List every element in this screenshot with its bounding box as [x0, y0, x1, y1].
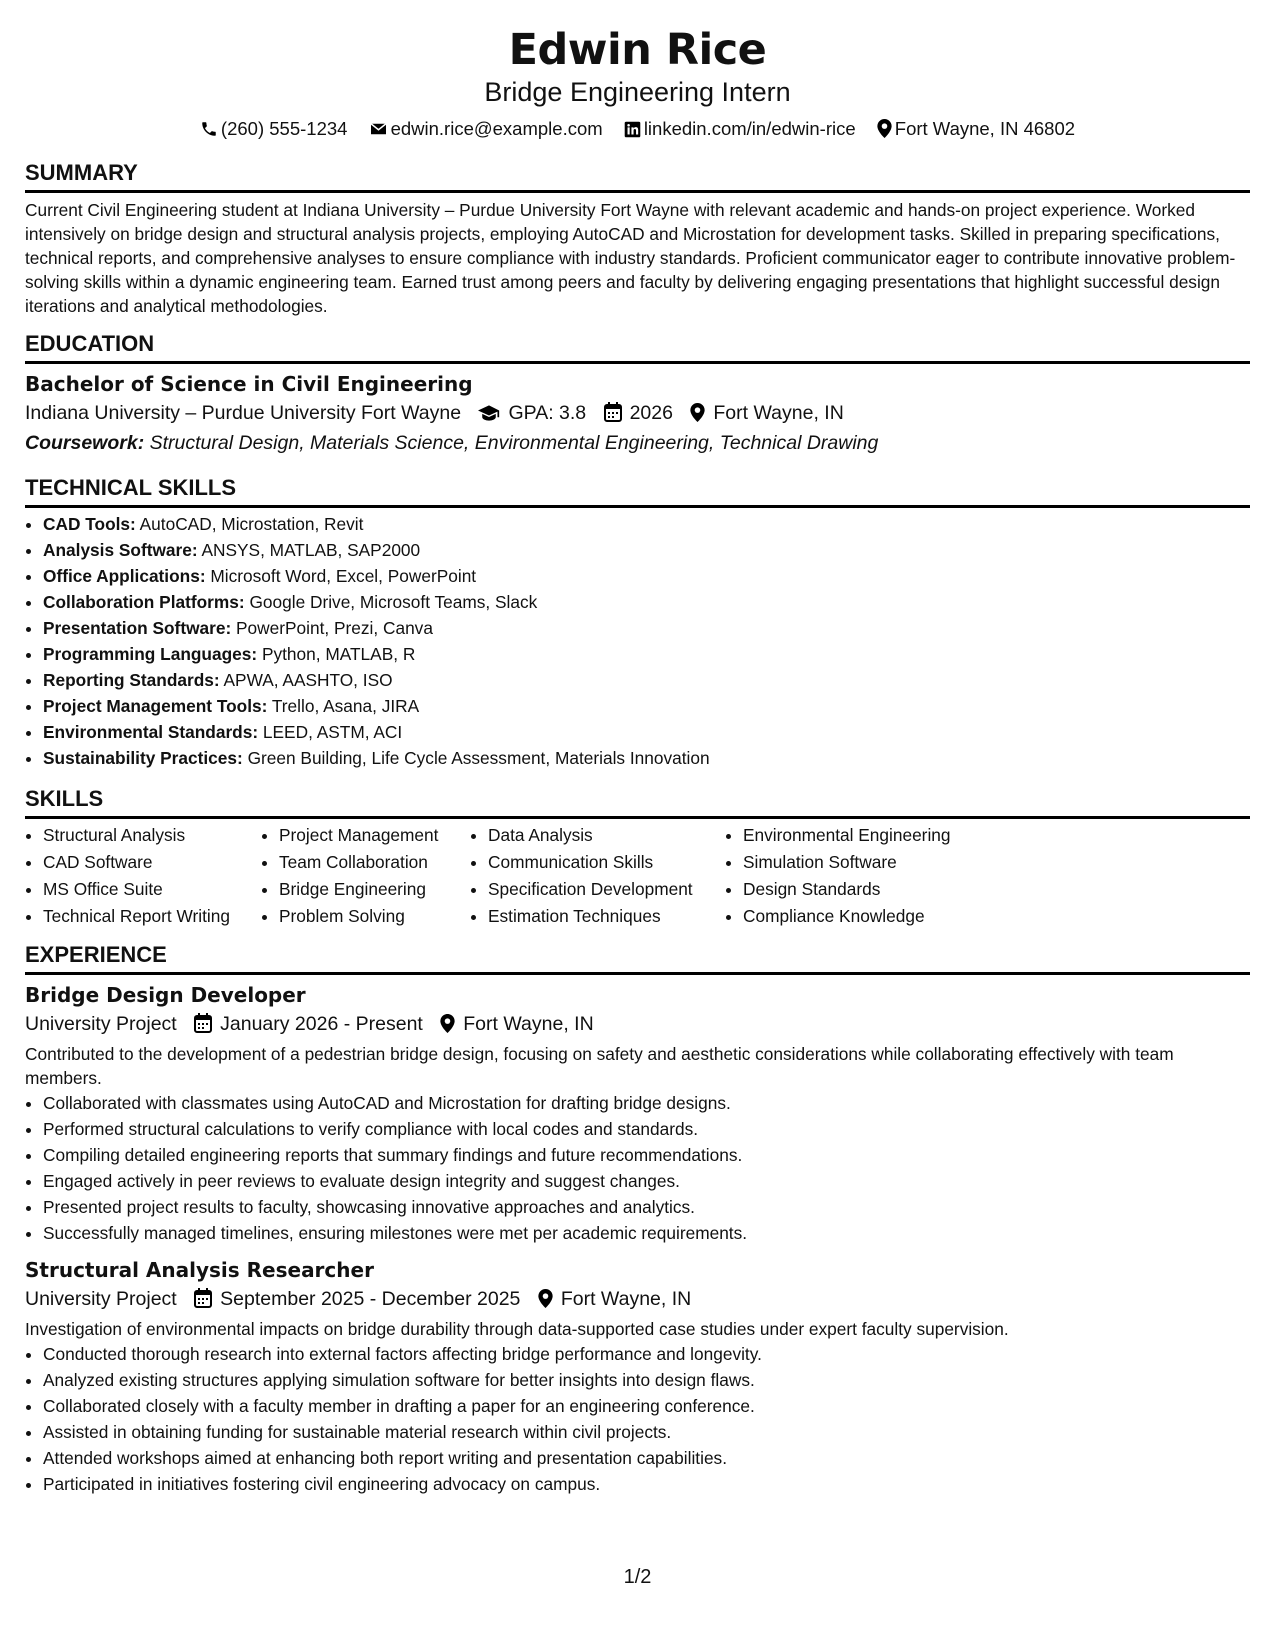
list-item: • Compliance Knowledge [743, 903, 1043, 930]
graduation-year: 2026 [629, 402, 673, 424]
experience-heading: EXPERIENCE [25, 942, 1250, 975]
skill-value: Google Drive, Microsoft Teams, Slack [249, 592, 538, 612]
candidate-title: Bridge Engineering Intern [484, 77, 791, 107]
technical-skills-list [25, 511, 1250, 771]
list-item: • Estimation Techniques [488, 903, 725, 930]
list-item: • Performed structural calculations to verify compliance with local codes and standards. [43, 1116, 1250, 1142]
linkedin-text: linkedin.com/in/edwin-rice [643, 118, 856, 139]
job-description: Contributed to the development of a pedestrian bridge design, focusing on safety and aesthetic considerations while collaborating effectively with team members. [25, 1044, 1174, 1088]
calendar-icon [194, 1288, 212, 1308]
job-dates: January 2026 - Present [220, 1013, 423, 1035]
skill-label: CAD Tools: [43, 514, 136, 534]
list-item: • Project Management [279, 822, 470, 849]
skill-label: Reporting Standards: [43, 670, 220, 690]
list-item [43, 693, 1250, 719]
skill-value: APWA, AASHTO, ISO [223, 670, 393, 690]
summary-text: Current Civil Engineering student at Indiana University – Purdue University Fort Wayne with relevant academic and hands-on project experience. Worked intensively on bridge design and structural analysis projects, employing AutoCAD and Microstation for development tasks. Skilled in preparing specifications, technical reports, and comprehensive analyses to ensure compliance with industry standards. Proficient communicator eager to contribute innovative problem-solving skills within a dynamic engineering team. Earned trust among peers and faculty by delivering engaging presentations that highlight successful design iterations and analytical methodologies. [25, 200, 1236, 316]
contact-phone[interactable] [200, 116, 348, 142]
skill-value: Green Building, Life Cycle Assessment, Materials Innovation [247, 748, 710, 768]
job-meta [25, 1284, 1250, 1314]
job-description: Investigation of environmental impacts on bridge durability through data-supported case studies under expert faculty supervision. [25, 1319, 1009, 1339]
degree-title: Bachelor of Science in Civil Engineering [25, 372, 473, 396]
map-pin-icon [538, 1289, 553, 1308]
skill-label: Programming Languages: [43, 644, 258, 664]
list-item: • Bridge Engineering [279, 876, 470, 903]
email-text: edwin.rice@example.com [390, 118, 603, 139]
page-number: 1/2 [623, 1566, 652, 1588]
skills-column-4 [725, 822, 1043, 930]
skill-label: Collaboration Platforms: [43, 592, 245, 612]
education-location: Fort Wayne, IN [713, 402, 844, 424]
contact-location [877, 116, 1075, 142]
job-org: University Project [25, 1288, 177, 1310]
summary-section [25, 160, 1250, 318]
list-item: • Problem Solving [279, 903, 470, 930]
skill-value: ANSYS, MATLAB, SAP2000 [201, 540, 421, 560]
skill-label: Sustainability Practices: [43, 748, 243, 768]
list-item: • Simulation Software [743, 849, 1043, 876]
list-item: • Assisted in obtaining funding for sustainable material research within civil projects. [43, 1419, 1250, 1445]
resume-page [25, 0, 1250, 1494]
list-item [43, 563, 1250, 589]
phone-text: (260) 555-1234 [220, 118, 348, 139]
map-pin-icon [877, 119, 892, 138]
coursework-text: Structural Design, Materials Science, Environmental Engineering, Technical Drawing [149, 432, 879, 454]
skill-value: Microsoft Word, Excel, PowerPoint [210, 566, 477, 586]
skill-label: Environmental Standards: [43, 722, 259, 742]
job-dates: September 2025 - December 2025 [220, 1288, 521, 1310]
school-name: Indiana University – Purdue University Fort Wayne [25, 402, 462, 424]
job-location: Fort Wayne, IN [560, 1288, 692, 1310]
list-item: • Attended workshops aimed at enhancing both report writing and presentation capabilities. [43, 1445, 1250, 1471]
list-item: • Environmental Engineering [743, 822, 1043, 849]
education-meta [25, 398, 1250, 428]
list-item: • Design Standards [743, 876, 1043, 903]
list-item [43, 641, 1250, 667]
skill-label: Project Management Tools: [43, 696, 268, 716]
technical-skills-section [25, 475, 1250, 771]
list-item: • Team Collaboration [279, 849, 470, 876]
skill-label: Analysis Software: [43, 540, 198, 560]
skill-label: Office Applications: [43, 566, 206, 586]
list-item: • Successfully managed timelines, ensuring milestones were met per academic requirements. [43, 1220, 1250, 1246]
list-item [43, 719, 1250, 745]
list-item [43, 589, 1250, 615]
list-item: • Engaged actively in peer reviews to evaluate design integrity and suggest changes. [43, 1168, 1250, 1194]
map-pin-icon [690, 403, 705, 422]
job-bullets [25, 1090, 1250, 1246]
summary-heading: SUMMARY [25, 160, 1250, 193]
skills-column-1 [25, 822, 261, 930]
phone-icon [200, 120, 218, 138]
skills-grid [25, 822, 1250, 930]
list-item: • Data Analysis [488, 822, 725, 849]
job-role: Bridge Design Developer [25, 983, 306, 1007]
candidate-name: Edwin Rice [508, 25, 767, 75]
skill-value: LEED, ASTM, ACI [262, 722, 403, 742]
calendar-icon [604, 402, 622, 422]
list-item [43, 537, 1250, 563]
list-item: • Presented project results to faculty, showcasing innovative approaches and analytics. [43, 1194, 1250, 1220]
list-item [43, 615, 1250, 641]
list-item: • Collaborated closely with a faculty member in drafting a paper for an engineering conference. [43, 1393, 1250, 1419]
education-heading: EDUCATION [25, 331, 1250, 364]
list-item [43, 667, 1250, 693]
list-item: • CAD Software [43, 849, 261, 876]
job-role: Structural Analysis Researcher [25, 1258, 374, 1282]
coursework-line [25, 428, 1250, 458]
list-item: • Communication Skills [488, 849, 725, 876]
list-item: • Collaborated with classmates using AutoCAD and Microstation for drafting bridge designs. [43, 1090, 1250, 1116]
contact-linkedin[interactable] [624, 116, 856, 142]
list-item: • Participated in initiatives fostering civil engineering advocacy on campus. [43, 1471, 1250, 1497]
location-text: Fort Wayne, IN 46802 [894, 118, 1076, 139]
list-item: • Analyzed existing structures applying simulation software for better insights into design flaws. [43, 1367, 1250, 1393]
job-meta [25, 1009, 1250, 1039]
skill-label: Presentation Software: [43, 618, 232, 638]
envelope-icon [369, 120, 388, 138]
list-item: • Structural Analysis [43, 822, 261, 849]
gpa-text: GPA: 3.8 [508, 402, 587, 424]
technical-skills-heading: TECHNICAL SKILLS [25, 475, 1250, 508]
job-entry [25, 981, 1250, 1246]
resume-header [25, 24, 1250, 142]
list-item: • Technical Report Writing [43, 903, 261, 930]
skills-section [25, 786, 1250, 930]
list-item: • Conducted thorough research into external factors affecting bridge performance and longevity. [43, 1341, 1250, 1367]
list-item: • Compiling detailed engineering reports that summary findings and future recommendations. [43, 1142, 1250, 1168]
skill-value: Trello, Asana, JIRA [271, 696, 420, 716]
calendar-icon [194, 1013, 212, 1033]
skill-value: AutoCAD, Microstation, Revit [139, 514, 364, 534]
list-item [43, 511, 1250, 537]
list-item [43, 745, 1250, 771]
graduation-cap-icon [478, 404, 500, 422]
skills-column-2 [261, 822, 470, 930]
coursework-label: Coursework: [25, 432, 145, 454]
education-section [25, 331, 1250, 458]
skill-value: PowerPoint, Prezi, Canva [236, 618, 433, 638]
contact-line [25, 116, 1250, 142]
skills-heading: SKILLS [25, 786, 1250, 819]
skill-value: Python, MATLAB, R [261, 644, 416, 664]
job-entry [25, 1256, 1250, 1497]
list-item: • MS Office Suite [43, 876, 261, 903]
job-bullets [25, 1341, 1250, 1497]
job-location: Fort Wayne, IN [463, 1013, 594, 1035]
map-pin-icon [440, 1014, 455, 1033]
experience-section [25, 942, 1250, 1497]
job-org: University Project [25, 1013, 177, 1035]
skills-column-3 [470, 822, 725, 930]
linkedin-icon [624, 121, 641, 138]
list-item: • Specification Development [488, 876, 725, 903]
contact-email[interactable] [369, 116, 603, 142]
